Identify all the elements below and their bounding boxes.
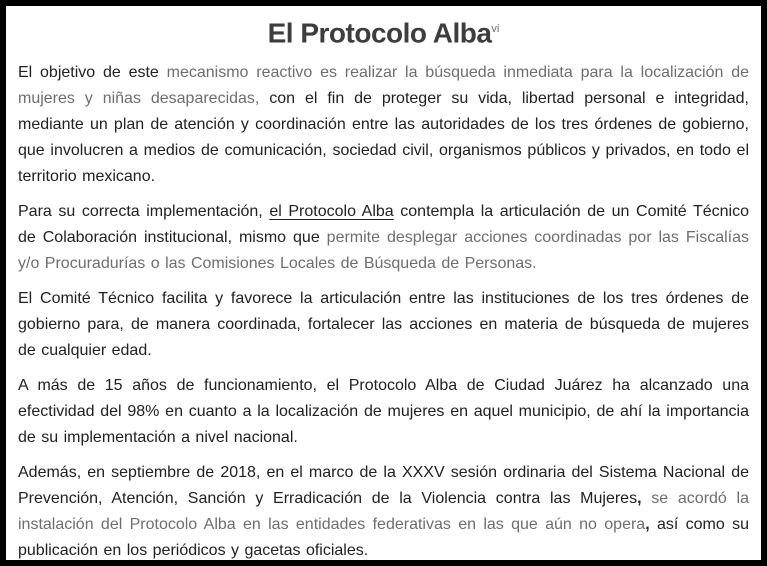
text-segment: se acordó la instalación del Protocolo Alba en las entidades federativas en las que aún no opera <box>18 490 750 534</box>
text-segment: contempla la articulación de un Comité Técnico de Colaboración institucional, mismo que <box>18 203 750 247</box>
paragraph <box>18 60 749 190</box>
text-segment: Para su correcta implementación, <box>18 203 270 221</box>
text-segment: Además, en septiembre de 2018, en el marco de la XXXV sesión ordinaria del Sistema Nacional de Prevención, Atención, Sanción y Erradicación de la Violencia contra las Mujeres <box>18 464 749 508</box>
page-title <box>18 12 749 50</box>
paragraph <box>18 286 749 364</box>
text-segment: El Comité Técnico facilita y favorece la articulación entre las instituciones de los tres órdenes de gobierno para, de manera coordinada, fortalecer las acciones en materia de búsqueda de mujeres de cualquier edad. <box>18 290 749 360</box>
text-segment: así como su publicación en los periódicos y gacetas oficiales. <box>18 516 750 560</box>
text-segment: el Protocolo Alba <box>269 203 394 221</box>
document-body <box>18 60 749 564</box>
footnote-marker: vi <box>491 23 500 35</box>
text-segment: El objetivo de este <box>18 64 167 82</box>
text-segment: permite desplegar acciones coordinadas por las Fiscalías y/o Procuradurías o las Comisiones Locales de Búsqueda de Personas. <box>18 229 750 273</box>
text-segment: con el fin de proteger su vida, libertad personal e integridad, mediante un plan de atención y coordinación entre las autoridades de los tres órdenes de gobierno, que involucren a medios de comunicación, sociedad civil, organismos públicos y privados, en todo el territorio mexicano. <box>18 90 749 186</box>
paragraph <box>18 199 749 277</box>
paragraph <box>18 373 749 451</box>
text-segment: , <box>637 490 642 508</box>
text-segment: A más de 15 años de funcionamiento, el Protocolo Alba de Ciudad Juárez ha alcanzado una efectividad del 98% en cuanto a la localización de mujeres en aquel municipio, de ahí la importancia de su implementación a nivel nacional. <box>18 377 749 447</box>
page-title-text: El Protocolo Alba <box>267 17 492 49</box>
paragraph <box>18 460 749 564</box>
text-segment: mecanismo reactivo es realizar la búsqueda inmediata para la localización de mujeres y niñas desaparecidas, <box>18 64 749 108</box>
text-segment: , <box>645 516 650 534</box>
